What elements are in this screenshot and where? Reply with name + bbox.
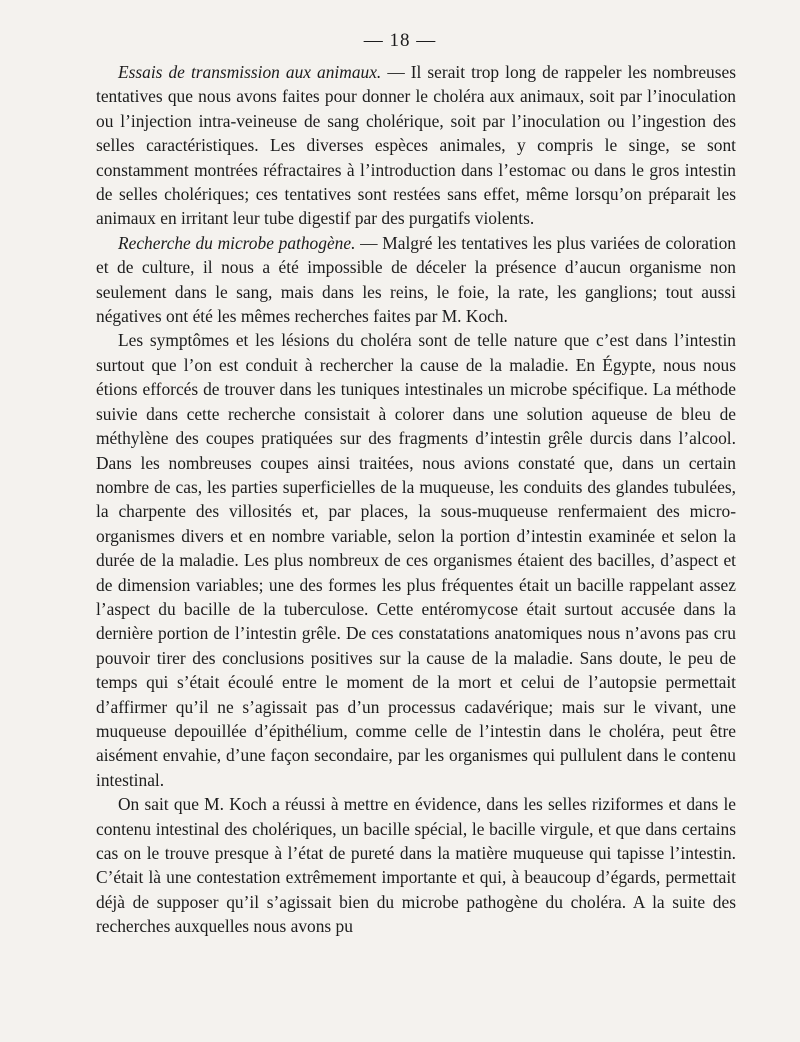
paragraph-microbe — [96, 231, 736, 329]
paragraph-text: On sait que M. Koch a réussi à mettre en évidence, dans les selles riziformes et dans le contenu intestinal des cholériques, un bacille spécial, le bacille virgule, et que dans certains cas on le trouve presque à l’état de pureté dans la matière muqueuse qui tapisse l’intestin. C’était là une contestation extrêmement importante et qui, à beaucoup d’égards, permettait déjà de supposer qu’il s’agissait bien du microbe pathogène du choléra. A la suite des recherches auxquelles nous avons pu — [96, 794, 736, 937]
paragraph-koch — [96, 792, 736, 938]
paragraph-text: Les symptômes et les lésions du choléra sont de telle nature que c’est dans l’intestin surtout que l’on est conduit à rechercher la cause de la maladie. En Égypte, nous nous étions efforcés de trouver dans les tuniques intestinales un microbe spécifique. La méthode suivie dans cette recherche consistait à colorer dans une solution aqueuse de bleu de méthylène des coupes pratiquées sur des fragments d’intestin grêle durcis dans l’alcool. Dans les nombreuses coupes ainsi traitées, nous avions constaté que, dans un certain nombre de cas, les parties superficielles de la muqueuse, les conduits des glandes tubulées, la charpente des villosités et, par places, la sous-muqueuse renfermaient des micro-organismes divers et en nombre variable, selon la portion d’intestin examinée et selon la durée de la maladie. Les plus nombreux de ces organismes étaient des bacilles, d’aspect et de dimension variables; une des formes les plus fréquentes était un bacille rappelant assez l’aspect du bacille de la tuberculose. Cette entéromycose était surtout accusée dans la dernière portion de l’intestin grêle. De ces constatations anatomiques nous n’avons pas cru pouvoir tirer des conclusions positives sur la cause de la maladie. Sans doute, le peu de temps qui s’était écoulé entre le moment de la mort et celui de l’autopsie permettait d’affirmer qu’il ne s’agissait pas d’un processus cadavérique; mais sur le vivant, une muqueuse depouillée d’épithélium, comme celle de l’intestin dans le choléra, peut être aisément envahie, d’une façon secondaire, par les organismes qui pullulent dans le contenu intestinal. — [96, 330, 736, 790]
page-number: — 18 — — [363, 30, 437, 51]
paragraph-symptomes — [96, 328, 736, 792]
body-text — [96, 60, 736, 939]
section-heading-transmission: Essais de transmission aux animaux. — [118, 62, 382, 82]
section-heading-microbe: Recherche du microbe pathogène. — [118, 232, 356, 253]
paragraph-text: — Il serait trop long de rappeler les nombreuses tentatives que nous avons faites pour donner le choléra aux animaux, soit par l’inoculation ou l’injection intra-veineuse de sang cholérique, soit par l’inoculation ou l’ingestion des selles caractéristiques. Les diverses espèces animales, y compris le singe, se sont constamment montrées réfractaires à l’introduction dans l’estomac ou dans le gros intestin de selles cholériques; ces tentatives sont restées sans effet, même lorsqu’on préparait les animaux en irritant leur tube digestif par des purgatifs violents. — [96, 62, 737, 229]
paragraph-text: — Malgré les tentatives les plus variées de coloration et de culture, il nous a été impossible de déceler la présence d’aucun organisme non seulement dans le sang, mais dans les reins, le foie, la rate, les ganglions; tout aussi négatives ont été les mêmes recherches faites par M. Koch. — [96, 232, 737, 327]
paragraph-transmission — [96, 60, 736, 231]
